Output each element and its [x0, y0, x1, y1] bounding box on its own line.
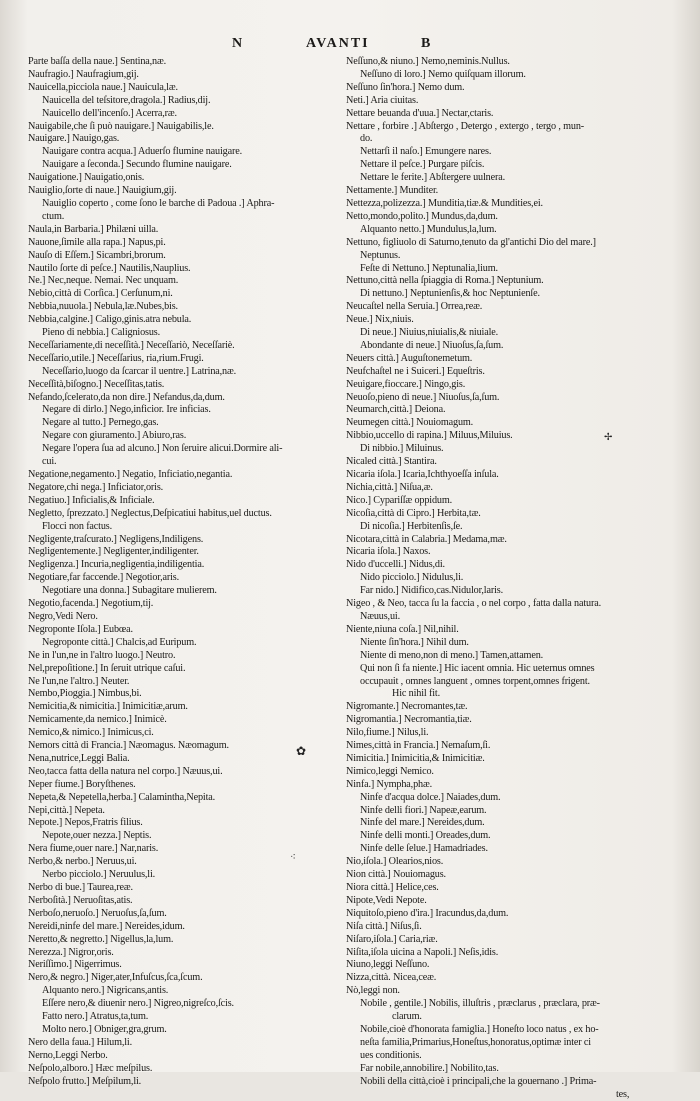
right-column-entry: tes,: [346, 1089, 676, 1101]
right-column-entry: Nettare , forbire .] Abſtergo , Detergo , extergo , tergo , mun-: [346, 121, 676, 134]
right-column-entry: Neue.] Nix,niuis.: [346, 314, 676, 327]
right-column-entry: Nicotara,città in Calabria.] Medama,mæ.: [346, 534, 676, 547]
left-column-entry: Nerbo picciolo.] Neruulus,li.: [28, 869, 340, 882]
left-column-entry: Nauone,ſimile alla rapa.] Napus,pi.: [28, 237, 340, 250]
right-column-entry: Ninfa.] Nympha,phæ.: [346, 779, 676, 792]
right-column-entry: Neumarch,città.] Deiona.: [346, 404, 676, 417]
left-column-entry: Pieno di nebbia.] Caligniosus.: [28, 327, 340, 340]
right-column-entry: Nichia,città.] Niſua,æ.: [346, 482, 676, 495]
left-column-entry: ctum.: [28, 211, 340, 224]
left-column-entry: Nauigare.] Nauigo,gas.: [28, 133, 340, 146]
right-column-entry: Alquanto netto.] Mundulus,la,lum.: [346, 224, 676, 237]
right-column-entry: Nipote,Vedi Nepote.: [346, 895, 676, 908]
left-column-entry: Neceſſità,biſogno.] Neceſſitas,tatis.: [28, 379, 340, 392]
right-column-entry: Nido d'uccelli.] Nidus,di.: [346, 559, 676, 572]
printer-mark-icon: ✢: [604, 432, 612, 443]
left-column-entry: Nerno,Leggi Nerbo.: [28, 1050, 340, 1063]
right-column-entry: Nettare beuanda d'uua.] Nectar,ctaris.: [346, 108, 676, 121]
left-column-entry: Nemico,& nimico.] Inimicus,ci.: [28, 727, 340, 740]
right-column-entry: Nimicitia.] Inimicitia,& Inimicitiæ.: [346, 753, 676, 766]
left-column-entry: cui.: [28, 456, 340, 469]
right-column-entry: Nettezza,polizezza.] Munditia,tiæ.& Mundities,ei.: [346, 198, 676, 211]
right-column-entry: Nobile , gentile.] Nobilis, illuſtris , præclarus , præclara, præ-: [346, 998, 676, 1011]
left-column-entry: Nemicitia,& nimicitia.] Inimicitiæ,arum.: [28, 701, 340, 714]
right-column-entry: Neumegen città.] Nouiomagum.: [346, 417, 676, 430]
right-column-entry: Niſa città.] Niſus,ſi.: [346, 921, 676, 934]
left-column-entry: Negletto, ſprezzato.] Neglectus,Deſpicatiui habitus,uel ductus.: [28, 508, 340, 521]
left-column-entry: Neretto,& negretto.] Nigellus,la,lum.: [28, 934, 340, 947]
left-column-entry: Parte baſſa della naue.] Sentina,næ.: [28, 56, 340, 69]
right-column-entry: Nicaria iſola.] Naxos.: [346, 546, 676, 559]
left-column-entry: Nerbo,& nerbo.] Neruus,ui.: [28, 856, 340, 869]
left-column-entry: Negligentemente.] Negligenter,indiligenter.: [28, 546, 340, 559]
left-column-entry: Negare al tutto.] Pernego,gas.: [28, 417, 340, 430]
left-column-entry: Nel,prepoſitione.] In ſeruit utrique caſui.: [28, 663, 340, 676]
right-column-entry: neſta familia,Primarius,Honeſtus,honoratus,optimæ inter ci: [346, 1037, 676, 1050]
right-column-entry: Nimes,città in Francia.] Nemaſum,ſi.: [346, 740, 676, 753]
right-column-entry: Hic nihil fit.: [346, 688, 676, 701]
left-column-entry: Negatore,chi nega.] Inficiator,oris.: [28, 482, 340, 495]
left-column-entry: Nera fiume,ouer nare.] Nar,naris.: [28, 843, 340, 856]
left-column-entry: Nauigare a ſeconda.] Secundo flumine nauigare.: [28, 159, 340, 172]
running-header: [0, 36, 700, 56]
left-column-entry: Nauigare contra acqua.] Aduerſo flumine nauigare.: [28, 146, 340, 159]
left-column-entry: Negare di dirlo.] Nego,inficior. Ire inficias.: [28, 404, 340, 417]
left-column-entry: Negare con giuramento.] Abiuro,ras.: [28, 430, 340, 443]
header-center: AVANTI: [306, 36, 370, 52]
right-column-entry: Nicaria iſola.] Icaria,Ichthyoeſſa inſula.: [346, 469, 676, 482]
left-column-entry: Nerboſo,neruoſo.] Neruoſus,ſa,ſum.: [28, 908, 340, 921]
printer-dots-icon: ⁖: [290, 852, 296, 863]
right-column-entry: Nettuno, figliuolo di Saturno,tenuto da gl'antichi Dio del mare.]: [346, 237, 676, 250]
right-column-entry: Neti.] Aria ciuitas.: [346, 95, 676, 108]
left-column-entry: Negatiuo.] Inficialis,& Inficiale.: [28, 495, 340, 508]
right-column-entry: Næuus,ui.: [346, 611, 676, 624]
right-column-entry: Qui non ſi fa niente.] Hic iacent omnia. Hic ueternus omnes: [346, 663, 676, 676]
left-column-entry: Negatione,negamento.] Negatio, Inficiatio,negantia.: [28, 469, 340, 482]
left-column-entry: Nereidi,ninfe del mare.] Nereides,idum.: [28, 921, 340, 934]
left-column-entry: Negotiare,far faccende.] Negotior,aris.: [28, 572, 340, 585]
right-column-entry: Ninfe delli monti.] Oreades,dum.: [346, 830, 676, 843]
right-column-entry: Nigromantia.] Necromantia,tiæ.: [346, 714, 676, 727]
left-column-entry: Nauicello dell'incenſo.] Acerra,ræ.: [28, 108, 340, 121]
left-column-entry: Nauiglio coperto , come ſono le barche di Padoua .] Aphra-: [28, 198, 340, 211]
right-column-entry: Ninfe del mare.] Nereides,dum.: [346, 817, 676, 830]
left-column-entry: Nemors città di Francia.] Næomagus. Næomagum.: [28, 740, 340, 753]
right-column-entry: Nettarſi il naſo.] Emungere nares.: [346, 146, 676, 159]
left-column-entry: Molto nero.] Obniger,gra,grum.: [28, 1024, 340, 1037]
right-column: [346, 56, 676, 1101]
left-column-entry: Nepeta,& Nepetella,herba.] Calamintha,Nepita.: [28, 792, 340, 805]
left-column-entry: Nero della faua.] Hilum,li.: [28, 1037, 340, 1050]
left-column-entry: Neper fiume.] Boryſthenes.: [28, 779, 340, 792]
right-column-entry: Niora città.] Helice,ces.: [346, 882, 676, 895]
left-column-entry: Nepote.] Nepos,Fratris filius.: [28, 817, 340, 830]
right-column-entry: Niente di meno,non di meno.] Tamen,attamen.: [346, 650, 676, 663]
right-column-entry: Nò,leggi non.: [346, 985, 676, 998]
right-column-entry: Neuoſo,pieno di neue.] Niuoſus,ſa,ſum.: [346, 392, 676, 405]
right-column-entry: Ninfe delli fiori.] Napeæ,earum.: [346, 805, 676, 818]
left-column-entry: Neceſſario,utile.] Neceſſarius, ria,rium.Frugi.: [28, 353, 340, 366]
right-column-entry: Nettare le ferite.] Abſtergere uulnera.: [346, 172, 676, 185]
right-column-entry: Neſſuno di loro.] Nemo quiſquam illorum.: [346, 69, 676, 82]
left-column-entry: Nebbia,calgine.] Caligo,ginis.atra nebula.: [28, 314, 340, 327]
left-column-entry: Negotiare una donna.] Subagitare mulierem.: [28, 585, 340, 598]
left-column-entry: Negroponte Iſola.] Eubœa.: [28, 624, 340, 637]
left-column-entry: Nero,& negro.] Niger,ater,Infuſcus,ſca,ſcum.: [28, 972, 340, 985]
right-column-entry: Nido picciolo.] Nidulus,li.: [346, 572, 676, 585]
right-column-entry: Ninfe d'acqua dolce.] Naiades,dum.: [346, 792, 676, 805]
right-column-entry: Nobile,cioè d'honorata famiglia.] Honeſto loco natus , ex ho-: [346, 1024, 676, 1037]
left-column-entry: Nebio,città di Corſica.] Cerſunum,ni.: [28, 288, 340, 301]
right-column-entry: Niſita,iſola uicina a Napoli.] Neſis,idis.: [346, 947, 676, 960]
left-column-entry: Neſpolo frutto.] Meſpilum,li.: [28, 1076, 340, 1089]
right-column-entry: Far nido.] Nidifico,cas.Nidulor,laris.: [346, 585, 676, 598]
left-column-entry: Neceſſariamente,di neceſſità.] Neceſſariò, Neceſſariè.: [28, 340, 340, 353]
left-column-entry: Negligenza.] Incuria,negligentia,indiligentia.: [28, 559, 340, 572]
left-column-entry: Nemicamente,da nemico.] Inimicè.: [28, 714, 340, 727]
left-column-entry: Alquanto nero.] Nigricans,antis.: [28, 985, 340, 998]
left-column-entry: Negro,Vedi Nero.: [28, 611, 340, 624]
right-column-entry: Niuno,leggi Neſſuno.: [346, 959, 676, 972]
right-column-entry: Ninfe delle ſelue.] Hamadriades.: [346, 843, 676, 856]
header-letter-right: B: [421, 36, 432, 52]
right-column-entry: clarum.: [346, 1011, 676, 1024]
left-column-entry: Eſſere nero,& diuenir nero.] Nigreo,nigreſco,ſcis.: [28, 998, 340, 1011]
left-column-entry: Nerezza.] Nigror,oris.: [28, 947, 340, 960]
right-column-entry: Nico.] Cypariſſæ oppidum.: [346, 495, 676, 508]
right-column-entry: Nibbio,uccello di rapina.] Miluus,Miluius.: [346, 430, 676, 443]
left-column-entry: Negroponte città.] Chalcis,ad Euripum.: [28, 637, 340, 650]
left-column-entry: Negare l'opera ſua ad alcuno.] Non ſeruire alicui.Dormire ali-: [28, 443, 340, 456]
right-column-entry: Nigromante.] Necromantes,tæ.: [346, 701, 676, 714]
right-column-entry: Neufchaſtel ne i Suiceri.] Equeſtris.: [346, 366, 676, 379]
left-column-entry: Nauigabile,che ſi può nauigare.] Nauigabilis,le.: [28, 121, 340, 134]
right-column-entry: Di nettuno.] Neptunienſis,& hoc Neptunienſe.: [346, 288, 676, 301]
flower-ornament-icon: ✿: [296, 744, 306, 759]
right-column-entry: Nimico,leggi Nemico.: [346, 766, 676, 779]
right-column-entry: do.: [346, 133, 676, 146]
left-column-entry: Naufragio.] Naufragium,gij.: [28, 69, 340, 82]
left-column-entry: Ne in l'un,ne in l'altro luogo.] Neutro.: [28, 650, 340, 663]
right-column-entry: Niſaro,iſola.] Caria,riæ.: [346, 934, 676, 947]
right-column-entry: Neptunus.: [346, 250, 676, 263]
left-column-entry: Naula,in Barbaria.] Philæni uilla.: [28, 224, 340, 237]
header-letter-left: N: [232, 36, 244, 52]
left-column-entry: Ne l'un,ne l'altro.] Neuter.: [28, 676, 340, 689]
left-column-entry: Nauicella del teſsitore,dragola.] Radius,dij.: [28, 95, 340, 108]
right-column-entry: Nicaled città.] Stantira.: [346, 456, 676, 469]
left-column-entry: Ne.] Nec,neque. Nemai. Nec unquam.: [28, 275, 340, 288]
left-column-entry: Fatto nero.] Atratus,ta,tum.: [28, 1011, 340, 1024]
right-column-entry: occupauit , omnes languent , omnes torpent,omnes frigent.: [346, 676, 676, 689]
left-column-entry: Nebbia,nuuola.] Nebula,læ.Nubes,bis.: [28, 301, 340, 314]
left-column-entry: Neceſſario,luogo da ſcarcar il uentre.] Latrina,næ.: [28, 366, 340, 379]
left-column-entry: Nauiglio,ſorte di naue.] Nauigium,gij.: [28, 185, 340, 198]
right-column-entry: Neſſuno ſin'hora.] Nemo dum.: [346, 82, 676, 95]
right-column-entry: Far nobile,annobilire.] Nobilito,tas.: [346, 1063, 676, 1076]
right-column-entry: Nettuno,città nella ſpiaggia di Roma.] Neptunium.: [346, 275, 676, 288]
right-column-entry: Nizza,città. Nicea,ceæ.: [346, 972, 676, 985]
left-column-entry: Nena,nutrice,Leggi Balia.: [28, 753, 340, 766]
left-column-entry: Nerbo di bue.] Taurea,reæ.: [28, 882, 340, 895]
right-column-entry: Neucaſtel nella Seruia.] Orrea,reæ.: [346, 301, 676, 314]
right-column-entry: Neuers città.] Auguſtonemetum.: [346, 353, 676, 366]
left-column-entry: Nauſo di Eſſem.] Sicambri,brorum.: [28, 250, 340, 263]
right-column-entry: Di nibbio.] Miluinus.: [346, 443, 676, 456]
left-column-entry: Nauicella,picciola naue.] Nauicula,læ.: [28, 82, 340, 95]
right-column-entry: ues conditionis.: [346, 1050, 676, 1063]
right-column-entry: Abondante di neue.] Niuoſus,ſa,ſum.: [346, 340, 676, 353]
right-column-entry: Neuigare,fioccare.] Ningo,gis.: [346, 379, 676, 392]
right-column-entry: Di neue.] Niuius,niuialis,& niuiale.: [346, 327, 676, 340]
right-column-entry: Nion città.] Nouiomagus.: [346, 869, 676, 882]
right-column-entry: Neſſuno,& niuno.] Nemo,neminis.Nullus.: [346, 56, 676, 69]
left-column-entry: Nefando,ſcelerato,da non dire.] Nefandus,da,dum.: [28, 392, 340, 405]
right-column-entry: Nicoſia,città di Cipro.] Herbita,tæ.: [346, 508, 676, 521]
left-column-entry: Neſpolo,alboro.] Hæc meſpilus.: [28, 1063, 340, 1076]
right-column-entry: Nettare il peſce.] Purgare piſcis.: [346, 159, 676, 172]
right-column-entry: Feſte di Nettuno.] Neptunalia,lium.: [346, 263, 676, 276]
right-column-entry: Nio,iſola.] Olearios,nios.: [346, 856, 676, 869]
right-column-entry: Nigeo , & Neo, tacca ſu la faccia , o nel corpo , fatta dalla natura.: [346, 598, 676, 611]
right-column-entry: Nobili della città,cioè i principali,che la gouernano .] Prima-: [346, 1076, 676, 1089]
left-column-entry: Negligente,traſcurato.] Negligens,Indiligens.: [28, 534, 340, 547]
left-column-entry: Nepi,città.] Nepeta.: [28, 805, 340, 818]
left-column-entry: Negotio,facenda.] Negotium,tij.: [28, 598, 340, 611]
left-column-entry: Nepote,ouer nezza.] Neptis.: [28, 830, 340, 843]
left-column: [28, 56, 340, 1089]
right-column-entry: Di nicoſia.] Herbitenſis,ſe.: [346, 521, 676, 534]
left-column-entry: Nembo,Pioggia.] Nimbus,bi.: [28, 688, 340, 701]
left-column-entry: Nauigatione.] Nauigatio,onis.: [28, 172, 340, 185]
left-column-entry: Nerboſità.] Neruoſitas,atis.: [28, 895, 340, 908]
right-column-entry: Netto,mondo,polito.] Mundus,da,dum.: [346, 211, 676, 224]
left-column-entry: Neriſſimo.] Nigerrimus.: [28, 959, 340, 972]
right-column-entry: Niente,niuna coſa.] Nil,nihil.: [346, 624, 676, 637]
right-column-entry: Niquitoſo,pieno d'ira.] Iracundus,da,dum.: [346, 908, 676, 921]
left-column-entry: Flocci non factus.: [28, 521, 340, 534]
right-column-entry: Nilo,fiume.] Nilus,li.: [346, 727, 676, 740]
right-column-entry: Nettamente.] Munditer.: [346, 185, 676, 198]
right-column-entry: Niente ſin'hora.] Nihil dum.: [346, 637, 676, 650]
left-column-entry: Nautilo ſorte di peſce.] Nautilis,Nauplius.: [28, 263, 340, 276]
left-column-entry: Neo,tacca fatta della natura nel corpo.] Næuus,ui.: [28, 766, 340, 779]
